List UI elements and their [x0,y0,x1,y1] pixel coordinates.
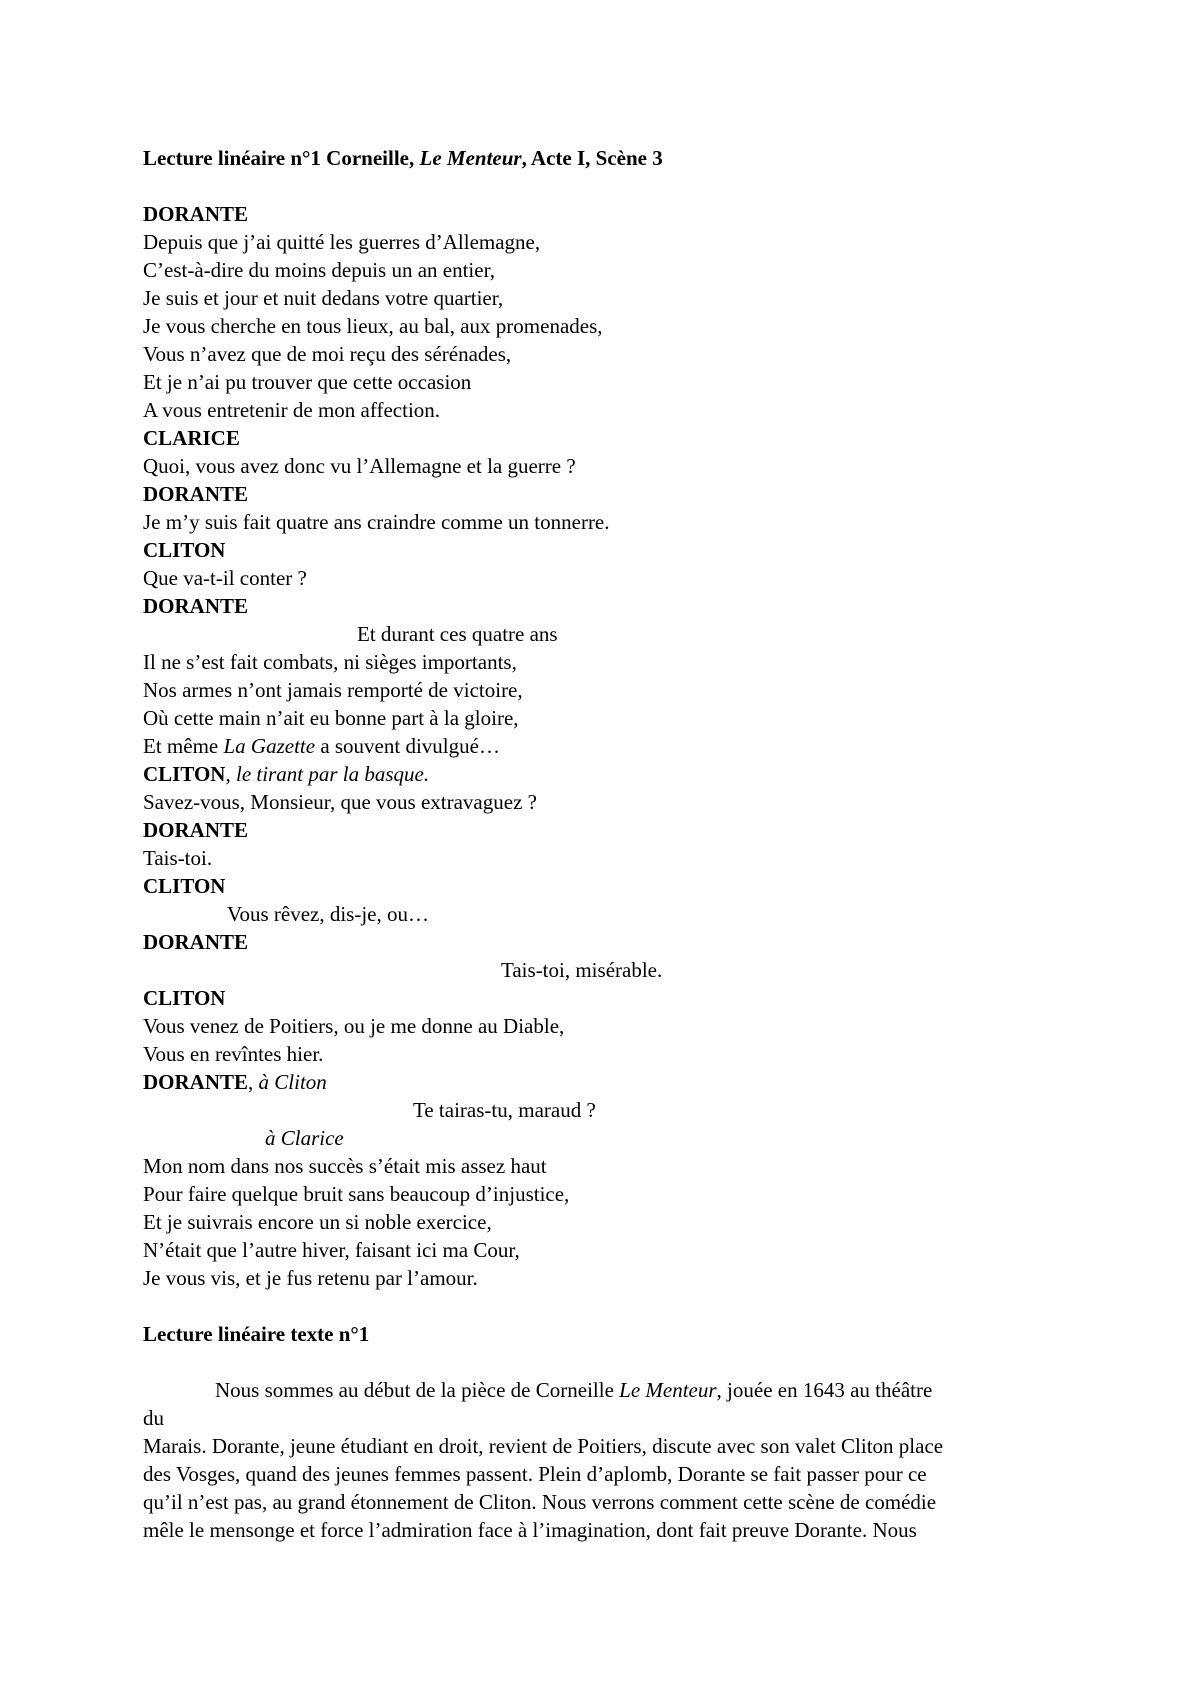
verse-line-continuation: Te tairas-tu, maraud ? [413,1098,596,1122]
speaker-name: DORANTE [143,202,249,226]
verse-line: Depuis que j’ai quitté les guerres d’Allemagne, [143,230,541,254]
separator: , [225,762,236,786]
document-page [143,144,1073,1544]
paragraph-line [143,1376,1073,1404]
verse-text: a souvent divulgué… [315,734,500,758]
speaker-name: CLITON [143,762,226,786]
verse-line: Vous n’avez que de moi reçu des sérénades, [143,342,512,366]
paragraph-line: mêle le mensonge et force l’admiration face à l’imagination, dont fait preuve Dorante. Nous [143,1518,917,1542]
speaker-name: CLITON [143,986,226,1010]
verse-line: Tais-toi. [143,846,213,870]
speaker-with-direction [143,760,1073,788]
play-excerpt [143,200,1073,1292]
speaker-name: DORANTE [143,1070,249,1094]
verse-line: Vous en revîntes hier. [143,1042,324,1066]
title-part-1: Lecture linéaire n°1 Corneille, [143,146,420,170]
spacer [143,1292,1073,1320]
verse-line: Nos armes n’ont jamais remporté de victoire, [143,678,523,702]
verse-line: Mon nom dans nos succès s’était mis assez haut [143,1154,547,1178]
verse-line [143,732,1073,760]
verse-line: C’est-à-dire du moins depuis un an entier, [143,258,495,282]
verse-line: Vous venez de Poitiers, ou je me donne au Diable, [143,1014,565,1038]
title-work: Le Menteur [419,146,522,170]
stage-direction: à Cliton [258,1070,327,1094]
speaker-name: DORANTE [143,818,249,842]
verse-text: Et même [143,734,224,758]
paragraph-line: du [143,1406,164,1430]
paragraph-line: Marais. Dorante, jeune étudiant en droit, revient de Poitiers, discute avec son valet Cliton place [143,1434,944,1458]
verse-line-continuation: Vous rêvez, dis-je, ou… [227,902,429,926]
spacer [143,1348,1073,1376]
spacer [143,172,1073,200]
stage-direction: le tirant par la basque. [235,762,430,786]
title-part-2: , Acte I, Scène 3 [521,146,663,170]
verse-line: A vous entretenir de mon affection. [143,398,441,422]
verse-line: N’était que l’autre hiver, faisant ici ma Cour, [143,1238,520,1262]
paragraph-line: qu’il n’est pas, au grand étonnement de Cliton. Nous verrons comment cette scène de comédie [143,1490,937,1514]
verse-line: Je vous vis, et je fus retenu par l’amour. [143,1266,478,1290]
verse-line: Je m’y suis fait quatre ans craindre comme un tonnerre. [143,510,610,534]
verse-line: Je vous cherche en tous lieux, au bal, aux promenades, [143,314,603,338]
paragraph-text: Nous sommes au début de la pièce de Corneille [215,1378,620,1402]
speaker-name: CLARICE [143,426,240,450]
verse-line-continuation: Et durant ces quatre ans [357,622,558,646]
verse-line: Que va-t-il conter ? [143,566,307,590]
speaker-name: CLITON [143,874,226,898]
verse-line: Où cette main n’ait eu bonne part à la gloire, [143,706,519,730]
speaker-with-direction [143,1068,1073,1096]
speaker-name: DORANTE [143,482,249,506]
paragraph-line: des Vosges, quand des jeunes femmes passent. Plein d’aplomb, Dorante se fait passer pour ce [143,1462,927,1486]
paragraph-text: , jouée en 1643 au théâtre [716,1378,933,1402]
verse-line: Je suis et jour et nuit dedans votre quartier, [143,286,504,310]
document-title [143,144,1073,172]
verse-line: Et je n’ai pu trouver que cette occasion [143,370,472,394]
speaker-name: DORANTE [143,930,249,954]
verse-line: Et je suivrais encore un si noble exercice, [143,1210,492,1234]
speaker-name: DORANTE [143,594,249,618]
stage-direction: à Clarice [265,1126,344,1150]
section-heading: Lecture linéaire texte n°1 [143,1322,370,1346]
analysis-paragraph [143,1376,1073,1544]
verse-line: Il ne s’est fait combats, ni sièges importants, [143,650,517,674]
separator: , [248,1070,259,1094]
verse-line: Savez-vous, Monsieur, que vous extravaguez ? [143,790,537,814]
speaker-name: CLITON [143,538,226,562]
verse-line: Pour faire quelque bruit sans beaucoup d’injustice, [143,1182,570,1206]
paragraph-title-reference: Le Menteur [619,1378,717,1402]
verse-line-continuation: Tais-toi, misérable. [501,958,663,982]
verse-line: Quoi, vous avez donc vu l’Allemagne et la guerre ? [143,454,576,478]
verse-title-reference: La Gazette [223,734,316,758]
